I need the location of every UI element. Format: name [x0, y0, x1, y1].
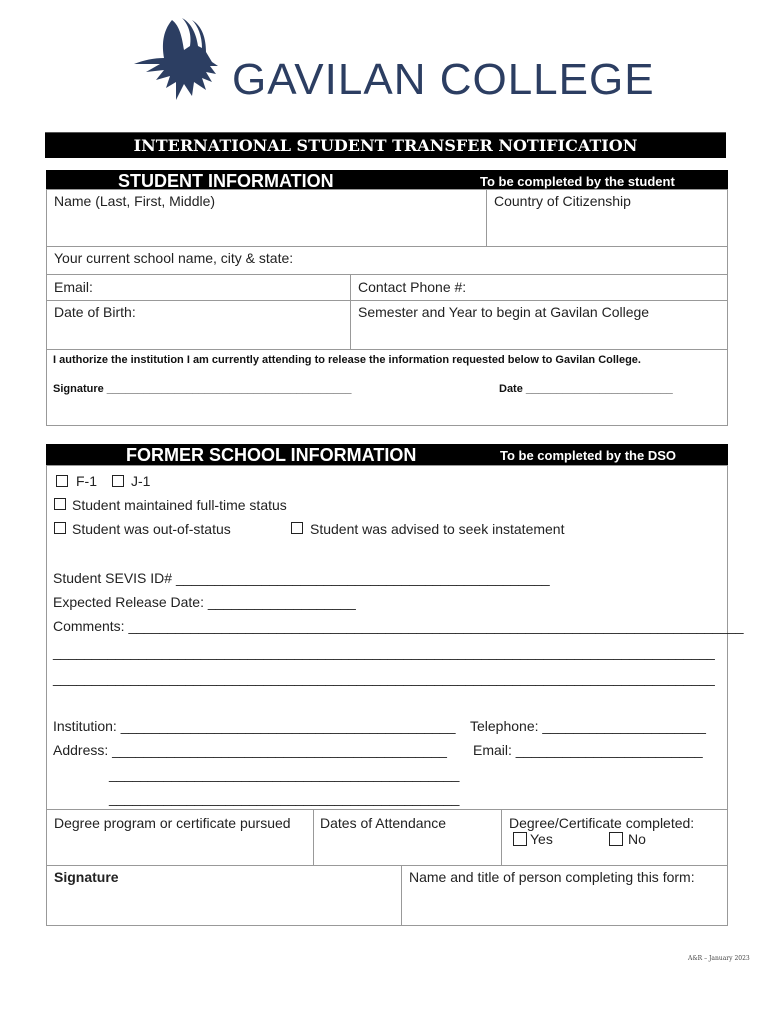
outofstatus-checkbox[interactable]	[54, 522, 66, 534]
semester-field[interactable]	[350, 300, 728, 350]
form-title-bar	[45, 132, 726, 158]
dso-email-line[interactable]: Email: ________________________	[473, 742, 703, 758]
address-line[interactable]: Address: ___________________________________________	[53, 742, 447, 758]
degree-program-field[interactable]	[46, 809, 314, 866]
former-section-header	[46, 444, 728, 465]
email-field[interactable]	[46, 274, 351, 301]
comments-blank-line-1[interactable]: _____________________________________________________________________________________	[53, 644, 715, 660]
j1-label: J-1	[131, 473, 151, 489]
citizenship-field[interactable]	[486, 189, 728, 247]
degree-completed-label: Degree/Certificate completed:	[509, 815, 695, 831]
comments-blank-line-2[interactable]: _____________________________________________________________________________________	[53, 670, 715, 686]
no-checkbox[interactable]	[609, 832, 623, 846]
dso-signature-label: Signature	[54, 869, 119, 885]
form-title: INTERNATIONAL STUDENT TRANSFER NOTIFICATION	[133, 136, 638, 155]
address-line-2[interactable]: _____________________________________________	[109, 766, 460, 782]
reinstatement-label: Student was advised to seek instatement	[310, 521, 565, 537]
name-field[interactable]	[46, 189, 487, 247]
yes-checkbox[interactable]	[513, 832, 527, 846]
footer-revision: A&R – January 2023	[688, 955, 750, 962]
student-date-line[interactable]: Date ________________________	[499, 383, 673, 395]
yes-label: Yes	[530, 831, 553, 847]
f1-checkbox[interactable]	[56, 475, 68, 487]
former-school-box	[46, 465, 728, 810]
current-school-field[interactable]	[46, 246, 728, 275]
j1-checkbox[interactable]	[112, 475, 124, 487]
authorization-box	[46, 349, 728, 426]
current-school-label: Your current school name, city & state:	[54, 250, 294, 266]
dso-signature-field[interactable]	[46, 865, 402, 926]
sevis-id-line[interactable]: Student SEVIS ID# ________________________________________________	[53, 570, 550, 586]
former-section-title: FORMER SCHOOL INFORMATION	[126, 445, 417, 465]
fulltime-label: Student maintained full-time status	[72, 497, 287, 513]
phone-field[interactable]	[350, 274, 728, 301]
institution-line[interactable]: Institution: ___________________________________________	[53, 718, 456, 734]
semester-label: Semester and Year to begin at Gavilan College	[358, 304, 650, 320]
email-label: Email:	[54, 279, 93, 295]
dob-label: Date of Birth:	[54, 304, 136, 320]
degree-program-label: Degree program or certificate pursued	[54, 815, 291, 831]
name-label: Name (Last, First, Middle)	[54, 193, 216, 209]
student-section-header	[46, 170, 728, 189]
logo-text: GAVILAN COLLEGE	[232, 55, 655, 104]
phone-label: Contact Phone #:	[358, 279, 467, 295]
authorization-text: I authorize the institution I am currently attending to release the information requested below to Gavilan College.	[53, 354, 641, 366]
release-date-line[interactable]: Expected Release Date: ___________________	[53, 594, 356, 610]
f1-label: F-1	[76, 473, 97, 489]
student-signature-line[interactable]: Signature ________________________________________	[53, 383, 352, 395]
student-section-title: STUDENT INFORMATION	[118, 171, 334, 191]
former-section-note: To be completed by the DSO	[500, 448, 677, 463]
no-label: No	[628, 831, 646, 847]
outofstatus-label: Student was out-of-status	[72, 521, 231, 537]
address-line-3[interactable]: _____________________________________________	[109, 790, 460, 806]
telephone-line[interactable]: Telephone: _____________________	[470, 718, 706, 734]
student-section-note: To be completed by the student	[480, 174, 675, 189]
fulltime-checkbox[interactable]	[54, 498, 66, 510]
reinstatement-checkbox[interactable]	[291, 522, 303, 534]
hawk-logo-icon	[132, 16, 222, 102]
name-title-label: Name and title of person completing this form:	[409, 869, 695, 885]
dates-attendance-field[interactable]	[313, 809, 502, 866]
dates-attendance-label: Dates of Attendance	[320, 815, 447, 831]
comments-line[interactable]: Comments: _______________________________________________________________________________	[53, 618, 744, 634]
dob-field[interactable]	[46, 300, 351, 350]
name-title-field[interactable]	[401, 865, 728, 926]
citizenship-label: Country of Citizenship	[494, 193, 631, 209]
